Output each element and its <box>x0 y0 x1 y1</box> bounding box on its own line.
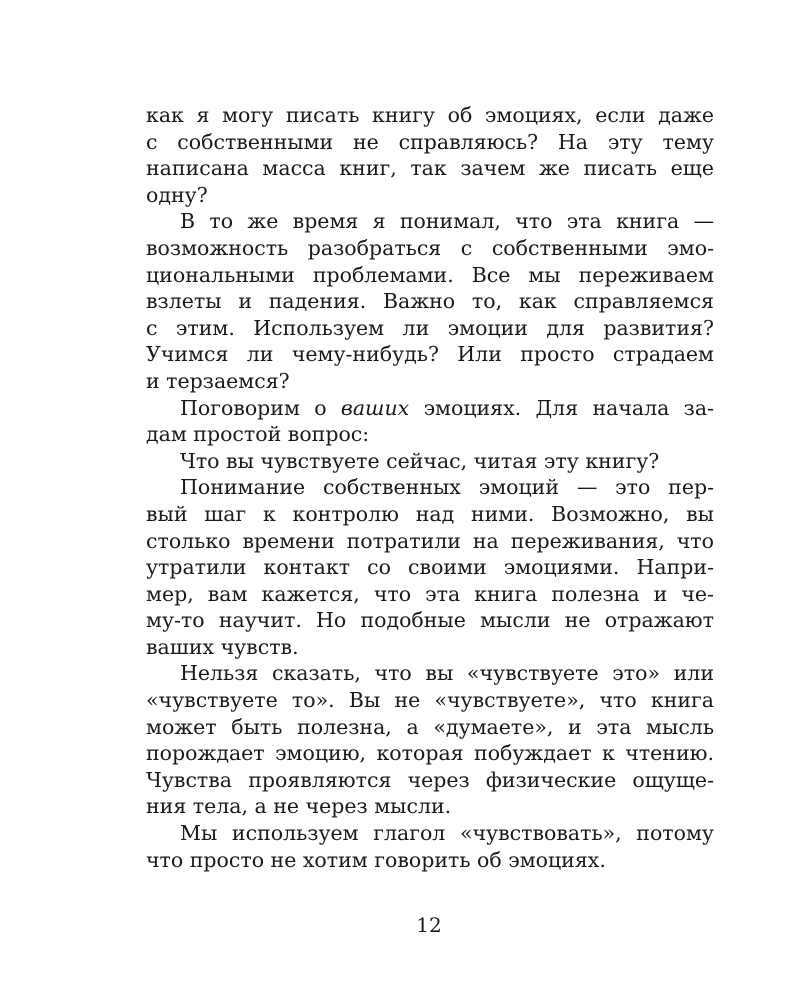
text-line: Что вы чувствуете сейчас, читая эту книгу? <box>180 448 660 473</box>
text-line: Понимание собственных эмоций — это пер- <box>180 475 714 500</box>
text-line: дам простой вопрос: <box>146 422 370 447</box>
text-line: Учимся ли чему-нибудь? Или просто страдаем <box>146 342 714 367</box>
text-fragment: эмоциях. Для начала за- <box>409 395 715 420</box>
text-line: возможность разобраться с собственными эмо- <box>146 235 714 260</box>
text-line: что просто не хотим говорить об эмоциях. <box>146 847 606 872</box>
text-line: написана масса книг, так зачем же писать еще <box>146 156 714 181</box>
text-line: циональными проблемами. Все мы переживаем <box>146 262 714 287</box>
text-line: ния тела, а не через мысли. <box>146 794 452 819</box>
text-line: вый шаг к контролю над ними. Возможно, вы <box>146 501 714 526</box>
text-line: «чувствуете то». Вы не «чувствуете», что книга <box>146 688 714 713</box>
page-number: 12 <box>416 913 442 937</box>
text-line: взлеты и падения. Важно то, как справляемся <box>146 289 714 314</box>
text-line: Чувства проявляются через физические ощуще- <box>146 767 714 792</box>
text-line: му-то научит. Но подобные мысли не отражают <box>146 608 714 633</box>
emphasis-word: ваших <box>340 395 410 420</box>
text-line: с этим. Используем ли эмоции для развития? <box>146 315 714 340</box>
text-line: утратили контакт со своими эмоциями. Напри- <box>146 555 714 580</box>
text-line: столько времени потратили на переживания, что <box>146 528 714 553</box>
text-line: одну? <box>146 182 208 207</box>
text-line: мер, вам кажется, что эта книга полезна и че- <box>146 581 714 606</box>
text-line: Мы используем глагол «чувствовать», потому <box>180 821 714 846</box>
text-line: Нельзя сказать, что вы «чувствуете это» или <box>180 661 714 686</box>
text-fragment: Поговорим о <box>180 395 341 420</box>
text-line: порождает эмоцию, которая побуждает к чтению. <box>146 741 714 766</box>
text-line: ваших чувств. <box>146 634 299 659</box>
text-line: и терзаемся? <box>146 368 290 393</box>
text-line: В то же время я понимал, что эта книга — <box>180 209 714 234</box>
text-line: как я могу писать книгу об эмоциях, если даже <box>146 103 714 127</box>
text-line <box>146 395 714 422</box>
page-body-text <box>146 102 714 873</box>
text-line: с собственными не справляюсь? На эту тему <box>146 129 714 154</box>
text-line: может быть полезна, а «думаете», и эта мысль <box>146 714 714 739</box>
